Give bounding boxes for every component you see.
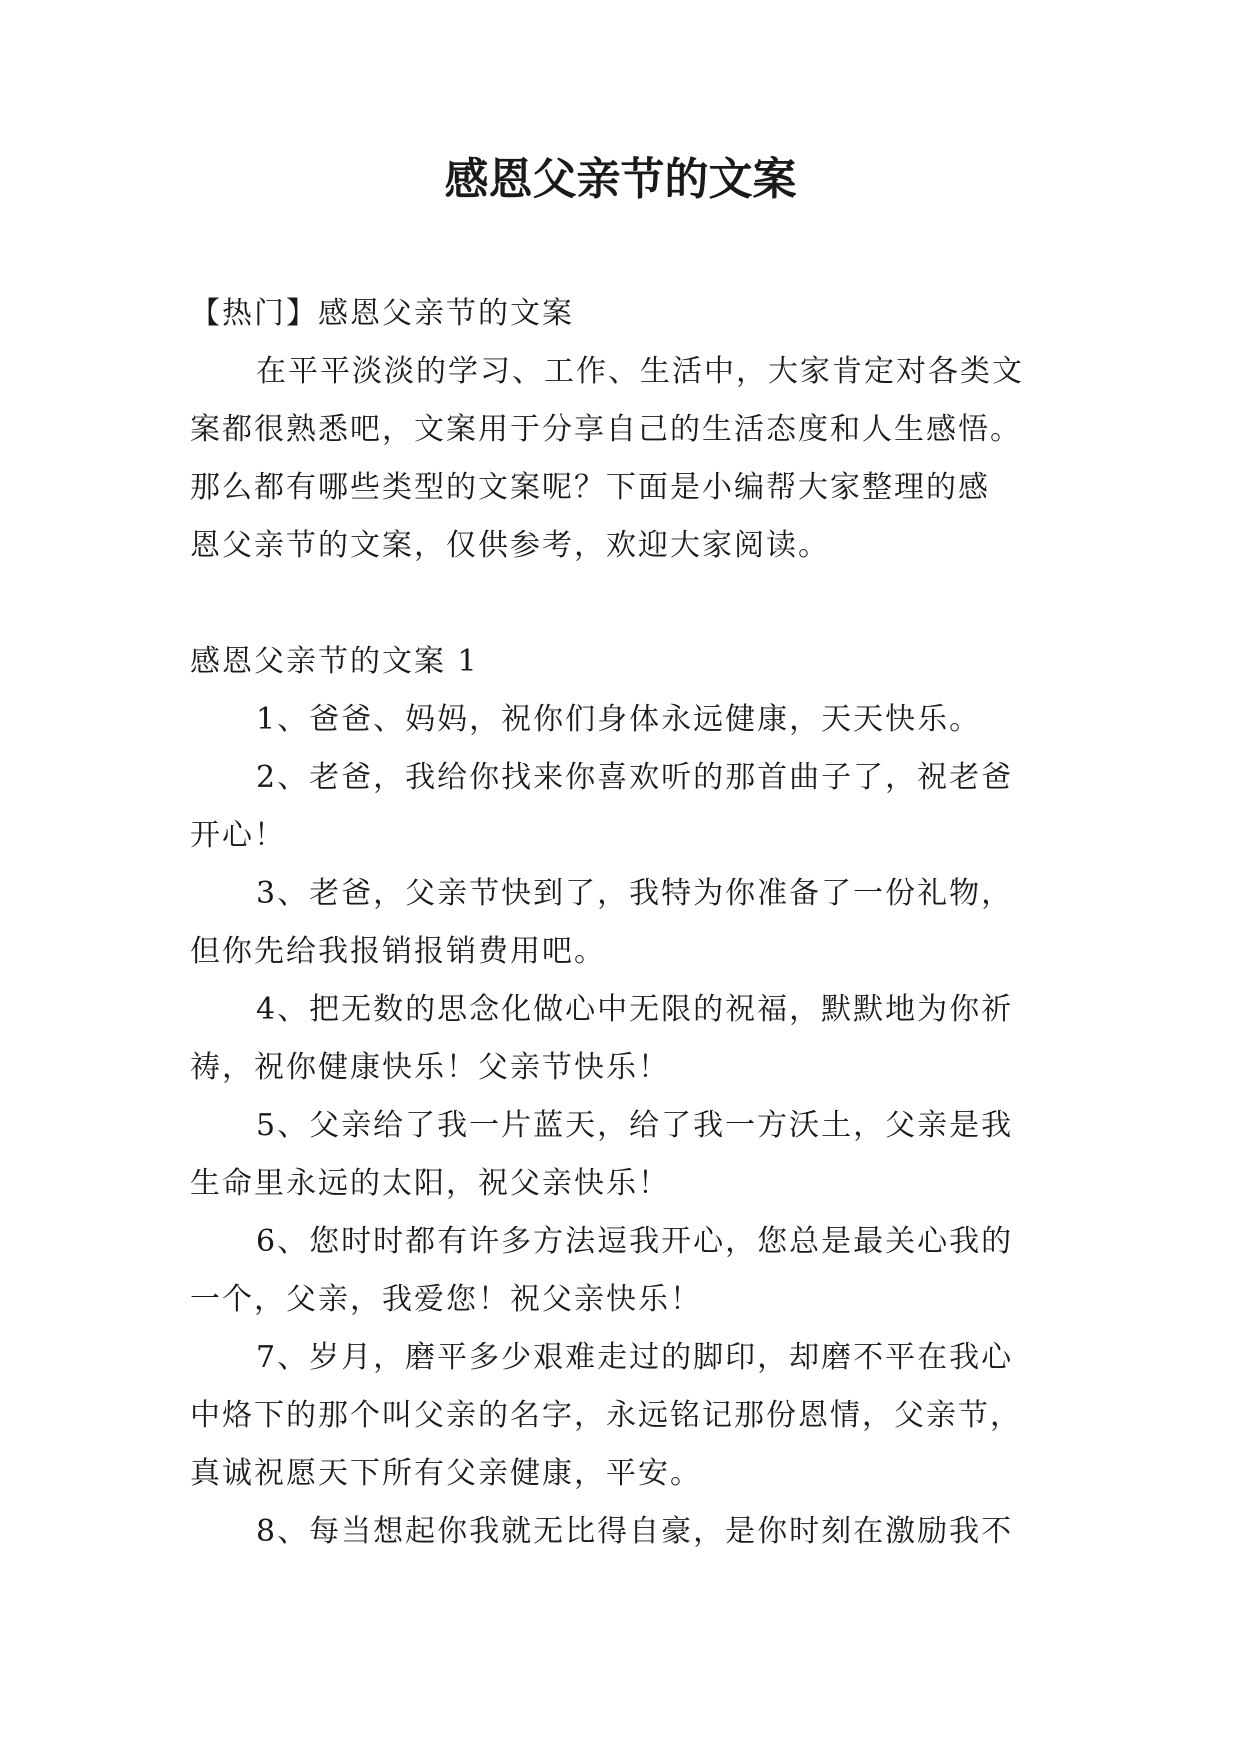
list-item [190, 981, 1060, 1097]
item-line: 中烙下的那个叫父亲的名字，永远铭记那份恩情，父亲节， [190, 1398, 1022, 1433]
list-item [190, 1503, 1060, 1561]
item-line: 生命里永远的太阳，祝父亲快乐！ [190, 1166, 670, 1201]
intro-line: 在平平淡淡的学习、工作、生活中，大家肯定对各类文 [256, 354, 1024, 389]
list-item [190, 749, 1060, 865]
list-item [190, 1213, 1060, 1329]
intro-line: 恩父亲节的文案，仅供参考，欢迎大家阅读。 [190, 528, 830, 563]
document-body [190, 285, 1060, 1561]
list-item [190, 1097, 1060, 1213]
item-line: 5、父亲给了我一片蓝天，给了我一方沃土，父亲是我 [256, 1108, 1014, 1143]
list-item [190, 865, 1060, 981]
document-subtitle: 【热门】感恩父亲节的文案 [190, 296, 574, 331]
section-heading: 感恩父亲节的文案 1 [190, 644, 479, 679]
item-line: 但你先给我报销报销费用吧。 [190, 934, 606, 969]
item-line: 开心！ [190, 818, 286, 853]
item-line: 6、您时时都有许多方法逗我开心，您总是最关心我的 [256, 1224, 1014, 1259]
item-line: 8、每当想起你我就无比得自豪，是你时刻在激励我不 [256, 1514, 1014, 1549]
item-line: 7、岁月，磨平多少艰难走过的脚印，却磨不平在我心 [256, 1340, 1014, 1375]
item-line: 4、把无数的思念化做心中无限的祝福，默默地为你祈 [256, 992, 1014, 1027]
spacer [190, 575, 1060, 633]
item-line: 2、老爸，我给你找来你喜欢听的那首曲子了，祝老爸 [256, 760, 1014, 795]
intro-line: 案都很熟悉吧，文案用于分享自己的生活态度和人生感悟。 [190, 412, 1022, 447]
item-line: 3、老爸，父亲节快到了，我特为你准备了一份礼物， [256, 876, 1014, 911]
document-title: 感恩父亲节的文案 [444, 154, 797, 205]
item-line: 祷，祝你健康快乐！父亲节快乐！ [190, 1050, 670, 1085]
item-line: 真诚祝愿天下所有父亲健康，平安。 [190, 1456, 702, 1491]
item-line: 1、爸爸、妈妈，祝你们身体永远健康，天天快乐。 [256, 702, 982, 737]
intro-line: 那么都有哪些类型的文案呢？下面是小编帮大家整理的感 [190, 470, 990, 505]
list-item [190, 1329, 1060, 1503]
intro-paragraph [190, 343, 1060, 575]
item-line: 一个，父亲，我爱您！祝父亲快乐！ [190, 1282, 702, 1317]
list-item [190, 691, 1060, 749]
